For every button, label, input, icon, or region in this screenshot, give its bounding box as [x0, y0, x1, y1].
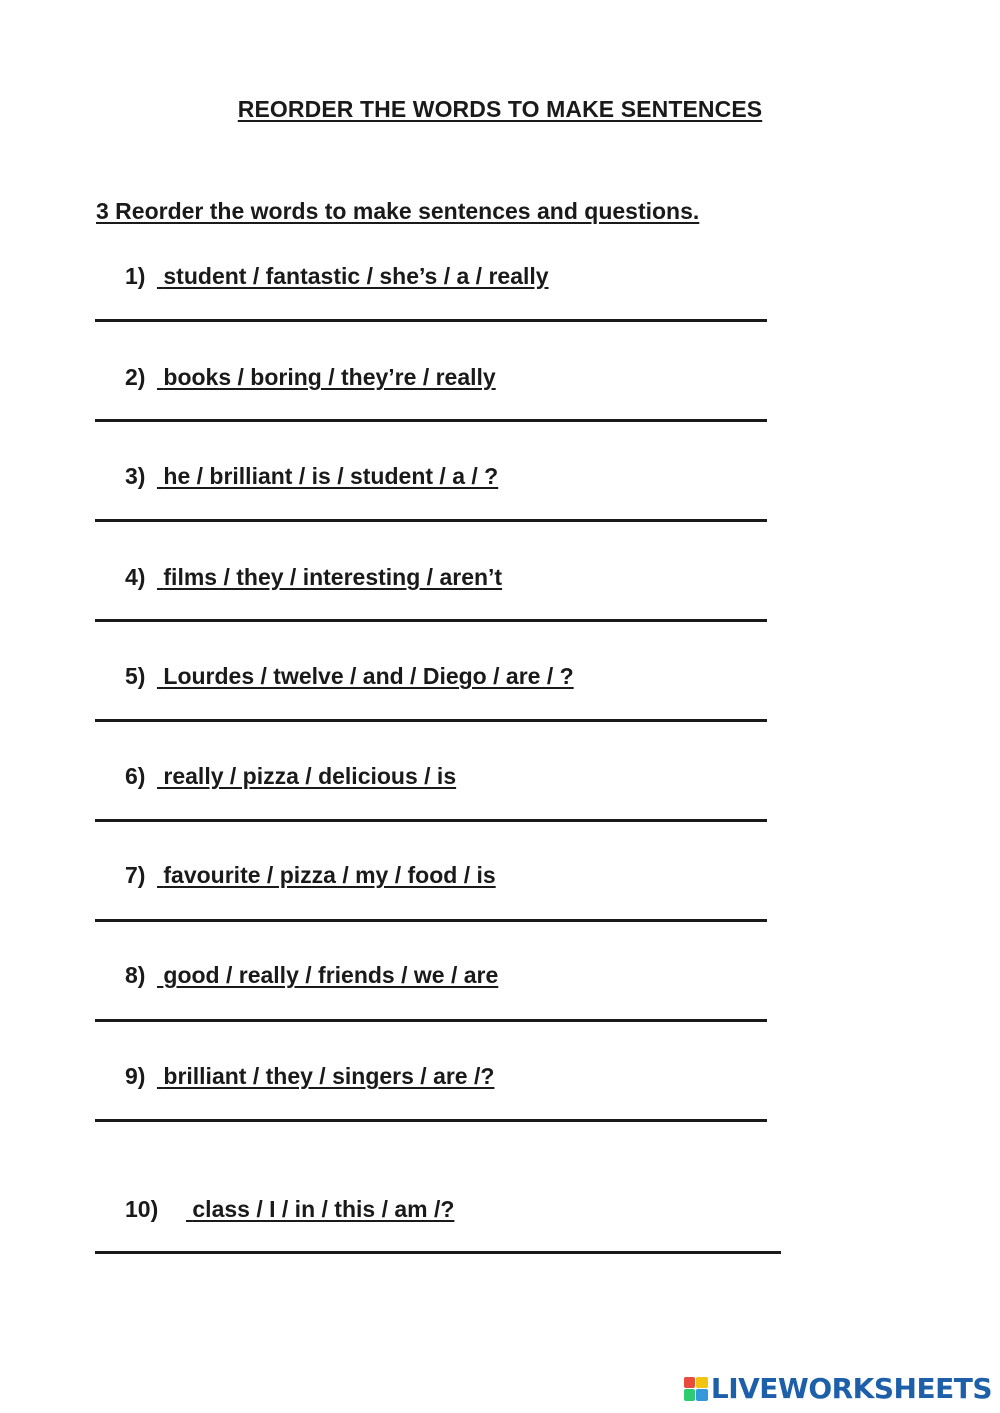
scrambled-words: student / fantastic / she’s / a / really — [163, 263, 549, 289]
scrambled-words: films / they / interesting / aren’t — [163, 564, 503, 590]
answer-line[interactable] — [95, 719, 767, 722]
exercise-item-8 — [0, 962, 1000, 1022]
scrambled-words: good / really / friends / we / are — [163, 962, 499, 988]
scrambled-words: books / boring / they’re / really — [163, 364, 496, 390]
answer-line[interactable] — [95, 919, 767, 922]
item-number: 3) — [125, 463, 146, 489]
item-number: 4) — [125, 564, 146, 590]
item-number: 6) — [125, 763, 146, 789]
logo-block — [684, 1389, 696, 1401]
liveworksheets-logo — [684, 1372, 992, 1405]
answer-line[interactable] — [95, 619, 767, 622]
exercise-instruction: 3 Reorder the words to make sentences and questions. — [96, 198, 700, 224]
item-number: 8) — [125, 962, 146, 988]
item-number: 1) — [125, 263, 146, 289]
answer-line[interactable] — [95, 419, 767, 422]
exercise-item-9 — [0, 1063, 1000, 1123]
logo-block — [696, 1377, 708, 1389]
exercise-item-2 — [0, 364, 1000, 424]
exercise-item-3 — [0, 463, 1000, 523]
item-number: 10) — [125, 1196, 159, 1222]
logo-text: LIVEWORKSHEETS — [710, 1372, 992, 1405]
exercise-item-4 — [0, 564, 1000, 624]
worksheet-title: REORDER THE WORDS TO MAKE SENTENCES — [237, 96, 763, 122]
scrambled-words: brilliant / they / singers / are /? — [163, 1063, 495, 1089]
item-number: 9) — [125, 1063, 146, 1089]
exercise-item-7 — [0, 862, 1000, 922]
answer-line[interactable] — [95, 819, 767, 822]
answer-line[interactable] — [95, 519, 767, 522]
answer-line[interactable] — [95, 1251, 781, 1254]
exercise-item-10 — [0, 1196, 1000, 1256]
item-number: 5) — [125, 663, 146, 689]
answer-line[interactable] — [95, 1019, 767, 1022]
exercise-item-1 — [0, 263, 1000, 323]
logo-block — [696, 1389, 708, 1401]
scrambled-words: favourite / pizza / my / food / is — [163, 862, 496, 888]
answer-line[interactable] — [95, 1119, 767, 1122]
exercise-item-6 — [0, 763, 1000, 823]
logo-block — [684, 1377, 696, 1389]
scrambled-words: really / pizza / delicious / is — [163, 763, 457, 789]
scrambled-words: class / I / in / this / am /? — [192, 1196, 455, 1222]
scrambled-words: Lourdes / twelve / and / Diego / are / ? — [163, 663, 574, 689]
logo-blocks-icon — [684, 1377, 708, 1401]
scrambled-words: he / brilliant / is / student / a / ? — [163, 463, 499, 489]
item-number: 7) — [125, 862, 146, 888]
answer-line[interactable] — [95, 319, 767, 322]
exercise-item-5 — [0, 663, 1000, 723]
item-number: 2) — [125, 364, 146, 390]
